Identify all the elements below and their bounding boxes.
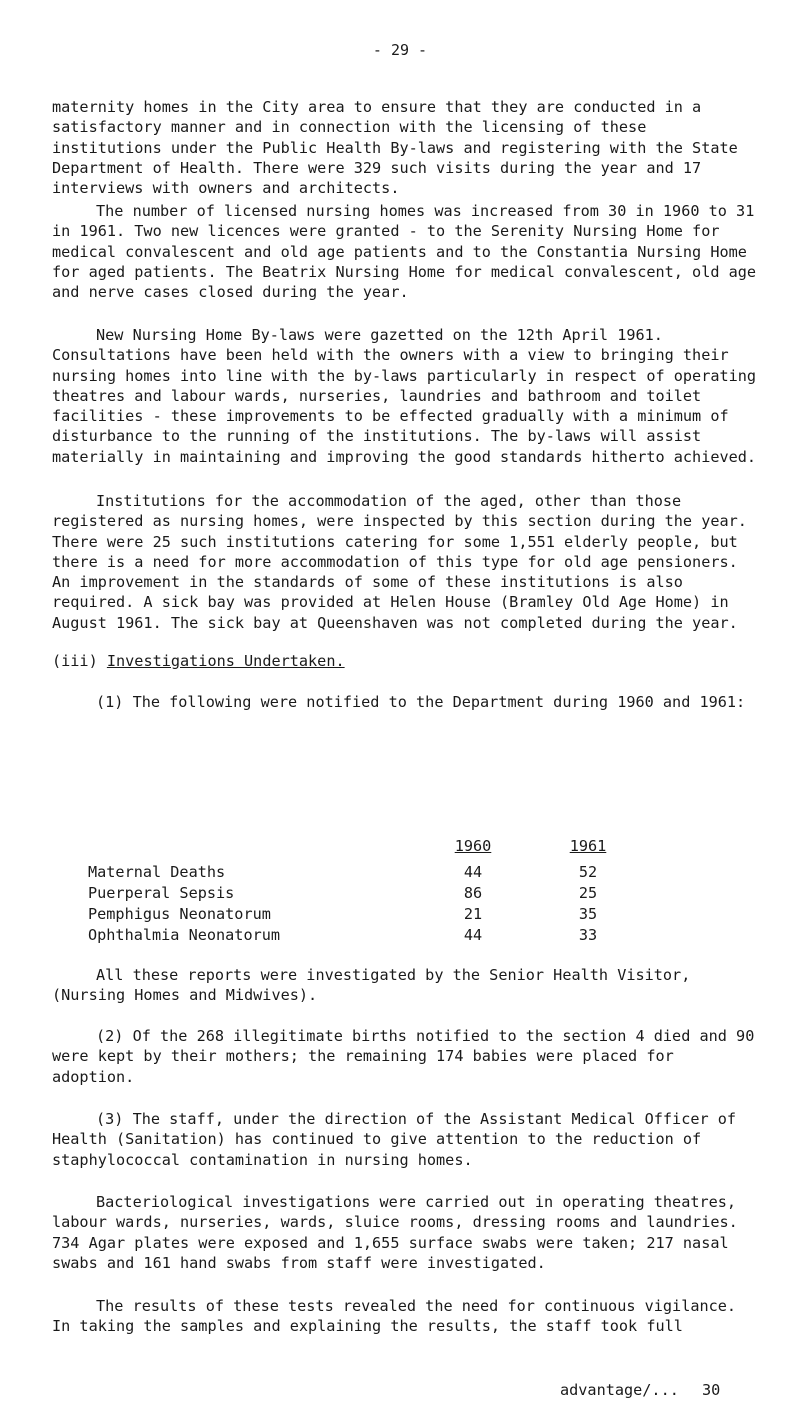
value-1960: 44	[463, 926, 483, 944]
value-1960: 21	[463, 905, 483, 923]
row-label: Pemphigus Neonatorum	[88, 905, 271, 923]
row-label: Puerperal Sepsis	[88, 884, 235, 902]
paragraph-results: The results of these tests revealed the need for continuous vigilance. In taking the samples and explaining the results, the staff took full	[52, 1297, 737, 1336]
table-row	[88, 925, 648, 946]
row-label: Ophthalmia Neonatorum	[88, 926, 281, 944]
column-header-1960: 1960	[454, 837, 492, 855]
paragraph-maternity-homes: maternity homes in the City area to ensure that they are conducted in a satisfactory manner and in connection with the licensing of these institutions under the Public Health By-laws and registering with the State Department of Health. There were 329 such visits during the year and 17 interviews with owners and architects.	[52, 98, 738, 198]
paragraph-staphylococcal: (3) The staff, under the direction of the Assistant Medical Officer of Health (Sanitation) has continued to give attention to the reduction of staphylococcal contamination in nursing homes.	[52, 1110, 737, 1169]
page-footer	[560, 1380, 720, 1400]
section-title: Investigations Undertaken.	[106, 652, 345, 670]
table-row	[88, 883, 648, 904]
table-header	[88, 836, 648, 862]
value-1960: 44	[463, 863, 483, 881]
paragraph-notifications: (1) The following were notified to the Department during 1960 and 1961:	[96, 693, 746, 711]
value-1961: 52	[578, 863, 598, 881]
table-row	[88, 904, 648, 925]
paragraph-aged-institutions: Institutions for the accommodation of the aged, other than those registered as nursing homes, were inspected by this section during the year. There were 25 such institutions catering for some 1,551 elderly people, but there is a need for more accommodation of this type for old age pensioners. An improvement in the standards of some of these institutions is also required. A sick bay was provided at Helen House (Bramley Old Age Home) in August 1961. The sick bay at Queenshaven was not completed during the year.	[52, 492, 747, 632]
value-1961: 25	[578, 884, 598, 902]
column-header-1961: 1961	[569, 837, 607, 855]
section-number: (iii)	[52, 652, 98, 670]
catchword: advantage/...	[560, 1381, 679, 1399]
page-number: - 29 -	[372, 41, 428, 59]
paragraph-new-bylaws: New Nursing Home By-laws were gazetted on the 12th April 1961. Consultations have been held with the owners with a view to bringing their nursing homes into line with the by-laws particularly in respect of operating theatres and labour wards, nurseries, laundries and bathroom and toilet facilities - these improvements to be effected gradually with a minimum of disturbance to the running of the institutions. The by-laws will assist materially in maintaining and improving the good standards hitherto achieved.	[52, 326, 757, 466]
value-1961: 33	[578, 926, 598, 944]
paragraph-reports-investigated: All these reports were investigated by the Senior Health Visitor, (Nursing Homes and Midwives).	[52, 966, 691, 1005]
paragraph-licensed-homes: The number of licensed nursing homes was increased from 30 in 1960 to 31 in 1961. Two new licences were granted - to the Serenity Nursing Home for medical convalescent and old age patients and to the Constantia Nursing Home for aged patients. The Beatrix Nursing Home for medical convalescent, old age and nerve cases closed during the year.	[52, 202, 757, 302]
paragraph-bacteriological: Bacteriological investigations were carried out in operating theatres, labour wards, nurseries, wards, sluice rooms, dressing rooms and laundries. 734 Agar plates were exposed and 1,655 surface swabs were taken; 217 nasal swabs and 161 hand swabs from staff were investigated.	[52, 1193, 738, 1272]
table-row	[88, 862, 648, 883]
page-stamp: 30	[702, 1381, 721, 1399]
value-1961: 35	[578, 905, 598, 923]
value-1960: 86	[463, 884, 483, 902]
notifications-table	[88, 836, 648, 946]
section-heading	[52, 651, 345, 671]
paragraph-illegitimate-births: (2) Of the 268 illegitimate births notified to the section 4 died and 90 were kept by their mothers; the remaining 174 babies were placed for adoption.	[52, 1027, 755, 1086]
row-label: Maternal Deaths	[88, 863, 226, 881]
